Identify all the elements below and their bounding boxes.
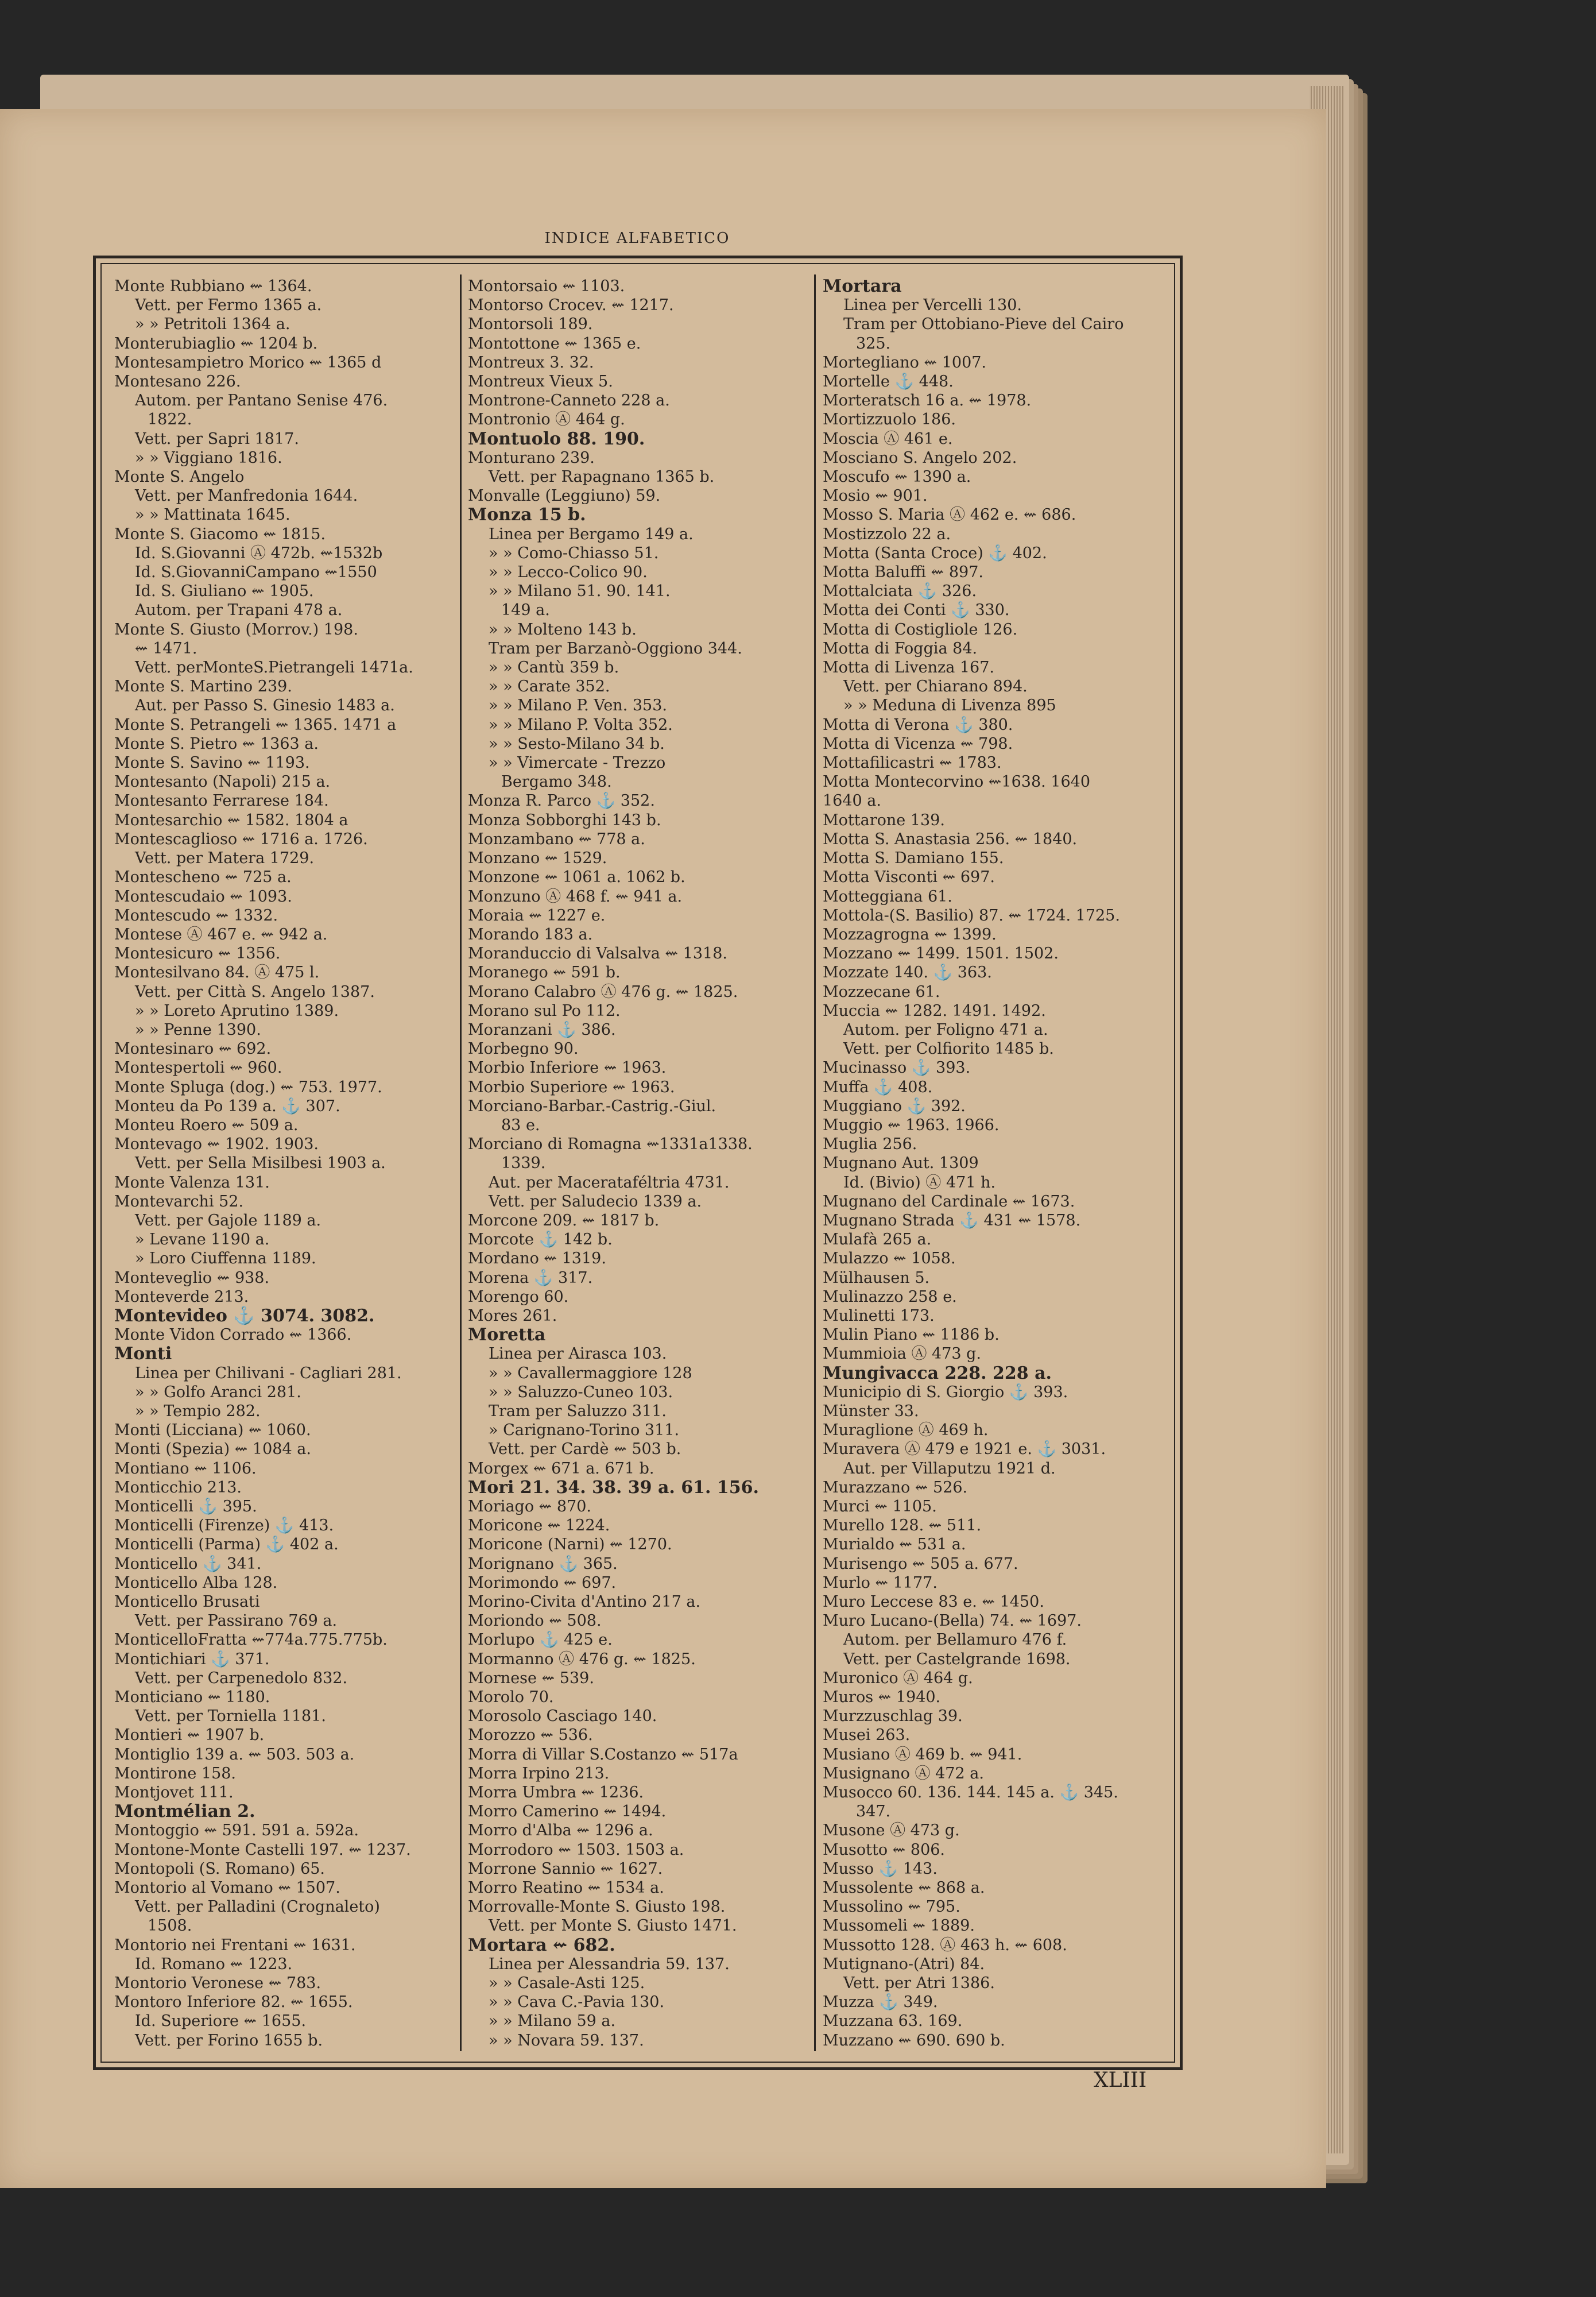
index-entry: Vett. per Sapri 1817. xyxy=(135,430,299,448)
index-entry: Tram per Ottobiano-Pieve del Cairo xyxy=(843,315,1124,334)
index-entry: Vett. per Castelgrande 1698. xyxy=(843,1650,1071,1668)
index-entry: Monte Vidon Corrado ⇜ 1366. xyxy=(114,1326,352,1344)
index-entry: Mozzano ⇜ 1499. 1501. 1502. xyxy=(823,945,1059,963)
index-entry: » » Milano 51. 90. 141. xyxy=(489,582,671,601)
index-entry: Muccia ⇜ 1282. 1491. 1492. xyxy=(823,1001,1046,1020)
index-entry: Morbio Inferiore ⇜ 1963. xyxy=(468,1059,667,1077)
index-entry: Motta S. Damiano 155. xyxy=(823,849,1004,868)
index-entry: Moscufo ⇜ 1390 a. xyxy=(823,468,971,486)
index-entry: Murisengo ⇜ 505 a. 677. xyxy=(823,1554,1018,1573)
index-entry: Morbio Superiore ⇜ 1963. xyxy=(468,1078,675,1096)
index-entry: » » Lecco-Colico 90. xyxy=(489,563,648,582)
index-entry: Muffa ⚓ 408. xyxy=(823,1078,933,1096)
index-entry: Mortara ⇜ 682. xyxy=(468,1935,615,1955)
index-entry: Morra Umbra ⇜ 1236. xyxy=(468,1784,644,1802)
index-entry: Morlupo ⚓ 425 e. xyxy=(468,1631,613,1649)
index-frame-inner xyxy=(100,263,1175,2063)
index-entry: Montronio Ⓐ 464 g. xyxy=(468,411,625,429)
index-entry: Monteverde 213. xyxy=(114,1287,249,1306)
index-entry: MonticelloFratta ⇜774a.775.775b. xyxy=(114,1631,388,1649)
index-entry: Mugnano del Cardinale ⇜ 1673. xyxy=(823,1192,1075,1211)
index-entry: Montorsoli 189. xyxy=(468,315,593,334)
index-entry: 347. xyxy=(856,1803,891,1821)
index-entry: Montoggio ⇜ 591. 591 a. 592a. xyxy=(114,1822,359,1840)
index-entry: Mulin Piano ⇜ 1186 b. xyxy=(823,1326,1000,1344)
index-entry: Morrone Sannio ⇜ 1627. xyxy=(468,1859,663,1878)
index-entry: Montescudo ⇜ 1332. xyxy=(114,906,278,925)
index-entry: Vett. per Matera 1729. xyxy=(135,849,315,868)
index-entry: » » Novara 59. 137. xyxy=(489,2031,644,2049)
index-entry: Mucinasso ⚓ 393. xyxy=(823,1059,971,1077)
index-entry: Musone Ⓐ 473 g. xyxy=(823,1822,960,1840)
index-entry: Montorio Veronese ⇜ 783. xyxy=(114,1974,321,1993)
index-entry: Morimondo ⇜ 697. xyxy=(468,1573,617,1592)
index-entry: Münster 33. xyxy=(823,1402,919,1420)
index-entry: Montescheno ⇜ 725 a. xyxy=(114,868,292,887)
index-entry: Montichiari ⚓ 371. xyxy=(114,1650,270,1668)
index-entry: Morcone 209. ⇜ 1817 b. xyxy=(468,1211,660,1229)
index-entry: Mosciano S. Angelo 202. xyxy=(823,448,1017,467)
index-entry: Musocco 60. 136. 144. 145 a. ⚓ 345. xyxy=(823,1784,1118,1802)
index-entry: Monte Rubbiano ⇜ 1364. xyxy=(114,277,312,295)
index-entry: Mussolente ⇜ 868 a. xyxy=(823,1879,985,1897)
index-entry: Morro Camerino ⇜ 1494. xyxy=(468,1803,667,1821)
index-entry: Mozzecane 61. xyxy=(823,983,940,1001)
index-entry: Motta di Vicenza ⇜ 798. xyxy=(823,734,1013,753)
index-entry: Mülhausen 5. xyxy=(823,1269,930,1287)
index-entry: Mulinazzo 258 e. xyxy=(823,1287,957,1306)
index-entry: Mottarone 139. xyxy=(823,811,945,829)
index-entry: Monteu da Po 139 a. ⚓ 307. xyxy=(114,1097,340,1115)
index-entry: Morrodoro ⇜ 1503. 1503 a. xyxy=(468,1840,684,1859)
index-entry: Linea per Vercelli 130. xyxy=(843,296,1022,315)
index-entry: Monte S. Giacomo ⇜ 1815. xyxy=(114,525,326,543)
index-entry: Murialdo ⇜ 531 a. xyxy=(823,1536,966,1554)
index-entry: Monza 15 b. xyxy=(468,505,586,525)
index-entry: Mugnano Aut. 1309 xyxy=(823,1154,979,1173)
index-entry: Montesarchio ⇜ 1582. 1804 a xyxy=(114,811,348,829)
index-entry: Monza Sobborghi 143 b. xyxy=(468,811,661,829)
index-entry: Monvalle (Leggiuno) 59. xyxy=(468,487,661,505)
index-entry: Vett. per Manfredonia 1644. xyxy=(135,487,358,505)
index-entry: Monteveglio ⇜ 938. xyxy=(114,1269,270,1287)
index-entry: Montrone-Canneto 228 a. xyxy=(468,392,670,410)
index-entry: Id. S.GiovanniCampano ⇜1550 xyxy=(135,563,377,582)
index-entry: Montesinaro ⇜ 692. xyxy=(114,1040,272,1058)
index-entry: Montesano 226. xyxy=(114,373,241,391)
index-entry: Monti xyxy=(114,1344,172,1364)
index-entry: Morcote ⚓ 142 b. xyxy=(468,1231,613,1249)
index-entry: Musei 263. xyxy=(823,1726,911,1745)
index-entry: Montoro Inferiore 82. ⇜ 1655. xyxy=(114,1993,353,2012)
index-entry: Murzzuschlag 39. xyxy=(823,1707,963,1726)
index-entry: Morengo 60. xyxy=(468,1287,569,1306)
index-entry: Muggiano ⚓ 392. xyxy=(823,1097,966,1115)
index-frame xyxy=(93,256,1183,2070)
index-entry: Monticello Alba 128. xyxy=(114,1573,278,1592)
index-entry: Moriondo ⇜ 508. xyxy=(468,1612,602,1630)
index-entry: Moranzani ⚓ 386. xyxy=(468,1020,616,1039)
index-entry: Monte S. Petrangeli ⇜ 1365. 1471 a xyxy=(114,716,397,734)
index-entry: Moretta xyxy=(468,1325,546,1345)
index-entry: Moraia ⇜ 1227 e. xyxy=(468,906,606,925)
index-entry: » » Carate 352. xyxy=(489,678,610,696)
index-entry: Mozzate 140. ⚓ 363. xyxy=(823,964,992,982)
index-entry: » » Sesto-Milano 34 b. xyxy=(489,734,665,753)
index-entry: Motta (Santa Croce) ⚓ 402. xyxy=(823,544,1047,562)
index-entry: Monticchio 213. xyxy=(114,1478,242,1496)
index-entry: Monzone ⇜ 1061 a. 1062 b. xyxy=(468,868,685,887)
index-entry: Mornese ⇜ 539. xyxy=(468,1669,594,1687)
index-entry: Montescaglioso ⇜ 1716 a. 1726. xyxy=(114,830,368,848)
index-entry: Muglia 256. xyxy=(823,1135,917,1154)
index-entry: Morozzo ⇜ 536. xyxy=(468,1726,593,1745)
index-entry: » » Golfo Aranci 281. xyxy=(135,1383,301,1401)
index-entry: Motta Visconti ⇜ 697. xyxy=(823,868,995,887)
index-entry: Aut. per Macerataféltria 4731. xyxy=(489,1173,730,1192)
index-entry: Motta Montecorvino ⇜1638. 1640 xyxy=(823,773,1091,791)
index-entry: Montesampietro Morico ⇜ 1365 d xyxy=(114,353,382,372)
index-entry: Morro d'Alba ⇜ 1296 a. xyxy=(468,1822,653,1840)
index-entry: Morbegno 90. xyxy=(468,1040,579,1058)
index-entry: Vett. per Passirano 769 a. xyxy=(135,1612,338,1630)
index-entry: Mosso S. Maria Ⓐ 462 e. ⇜ 686. xyxy=(823,506,1076,524)
index-entry: Monte S. Pietro ⇜ 1363 a. xyxy=(114,734,319,753)
index-entry: Muravera Ⓐ 479 e 1921 e. ⚓ 3031. xyxy=(823,1440,1106,1459)
index-entry: Monticiano ⇜ 1180. xyxy=(114,1688,270,1707)
index-entry: Montorsaio ⇜ 1103. xyxy=(468,277,625,295)
index-entry: Mussotto 128. Ⓐ 463 h. ⇜ 608. xyxy=(823,1936,1067,1954)
index-entry: Montorio al Vomano ⇜ 1507. xyxy=(114,1879,340,1897)
index-entry: Montevideo ⚓ 3074. 3082. xyxy=(114,1305,375,1326)
index-entry: Monte S. Angelo xyxy=(114,468,245,486)
index-entry: Montesilvano 84. Ⓐ 475 l. xyxy=(114,964,320,982)
index-entry: Muzza ⚓ 349. xyxy=(823,1993,938,2012)
index-entry: » » Milano 59 a. xyxy=(489,2012,616,2031)
index-entry: Vett. per Atri 1386. xyxy=(843,1974,995,1993)
index-entry: Morra di Villar S.Costanzo ⇜ 517a xyxy=(468,1745,738,1764)
index-entry: Muzzana 63. 169. xyxy=(823,2012,963,2031)
index-entry: Vett. per Torniella 1181. xyxy=(135,1707,326,1726)
index-entry: Vett. per Monte S. Giusto 1471. xyxy=(489,1917,737,1935)
index-entry: Murlo ⇜ 1177. xyxy=(823,1573,938,1592)
index-entry: Vett. per Gajole 1189 a. xyxy=(135,1211,321,1229)
index-entry: Motta dei Conti ⚓ 330. xyxy=(823,601,1010,620)
index-entry: Morro Reatino ⇜ 1534 a. xyxy=(468,1879,664,1897)
index-entry: Mostizzolo 22 a. xyxy=(823,525,951,543)
index-entry: » » Loreto Aprutino 1389. xyxy=(135,1001,339,1020)
index-entry: Mussolino ⇜ 795. xyxy=(823,1898,960,1916)
index-entry: Montuolo 88. 190. xyxy=(468,428,645,449)
index-entry: Monticello Brusati xyxy=(114,1593,260,1611)
index-entry: Mozzagrogna ⇜ 1399. xyxy=(823,925,997,943)
column-divider xyxy=(814,274,816,2051)
index-entry: Aut. per Passo S. Ginesio 1483 a. xyxy=(135,697,395,715)
index-entry: Motta di Livenza 167. xyxy=(823,659,994,677)
index-entry: » » Viggiano 1816. xyxy=(135,448,282,467)
index-entry: Monte S. Giusto (Morrov.) 198. xyxy=(114,620,358,639)
index-entry: Montmélian 2. xyxy=(114,1801,255,1822)
index-entry: Motteggiana 61. xyxy=(823,887,952,906)
index-entry: » » Cavallermaggiore 128 xyxy=(489,1364,692,1382)
index-entry: Mutignano-(Atri) 84. xyxy=(823,1955,985,1973)
index-entry: Tram per Saluzzo 311. xyxy=(489,1402,667,1420)
index-entry: 1822. xyxy=(148,411,192,429)
index-column-3 xyxy=(823,277,1161,2050)
index-entry: Monte S. Savino ⇜ 1193. xyxy=(114,754,310,772)
index-entry: Id. (Bivio) Ⓐ 471 h. xyxy=(843,1173,996,1192)
index-entry: Monticello ⚓ 341. xyxy=(114,1554,262,1573)
index-entry: Vett. per Palladini (Crognaleto) xyxy=(135,1898,380,1916)
running-head: INDICE ALFABETICO xyxy=(544,230,730,247)
index-entry: 1339. xyxy=(501,1154,546,1173)
index-entry: Mortizzuolo 186. xyxy=(823,411,956,429)
index-entry: Montespertoli ⇜ 960. xyxy=(114,1059,282,1077)
index-entry: » » Saluzzo-Cuneo 103. xyxy=(489,1383,673,1401)
index-column-2 xyxy=(468,277,807,2050)
index-entry: Monteu Roero ⇜ 509 a. xyxy=(114,1116,299,1134)
index-entry: Mori 21. 34. 38. 39 a. 61. 156. xyxy=(468,1477,759,1498)
index-entry: Mottalciata ⚓ 326. xyxy=(823,582,977,601)
index-entry: Montopoli (S. Romano) 65. xyxy=(114,1859,326,1878)
index-entry: Vett. per Forino 1655 b. xyxy=(135,2031,323,2049)
index-entry: Mottola-(S. Basilio) 87. ⇜ 1724. 1725. xyxy=(823,906,1120,925)
index-entry: Montottone ⇜ 1365 e. xyxy=(468,334,641,353)
index-entry: Montescudaio ⇜ 1093. xyxy=(114,887,292,906)
index-entry: Musso ⚓ 143. xyxy=(823,1859,938,1878)
index-entry: Autom. per Foligno 471 a. xyxy=(843,1020,1048,1039)
index-entry: Montorso Crocev. ⇜ 1217. xyxy=(468,296,674,315)
index-entry: Vett. per Chiarano 894. xyxy=(843,678,1028,696)
index-entry: Montiglio 139 a. ⇜ 503. 503 a. xyxy=(114,1745,355,1764)
index-entry: Morino-Civita d'Antino 217 a. xyxy=(468,1593,701,1611)
index-entry: Montesanto Ferrarese 184. xyxy=(114,792,329,810)
index-entry: Vett. per Rapagnano 1365 b. xyxy=(489,468,715,486)
index-entry: » » Milano P. Ven. 353. xyxy=(489,697,667,715)
index-entry: Murazzano ⇜ 526. xyxy=(823,1478,968,1496)
index-entry: Mortegliano ⇜ 1007. xyxy=(823,353,987,372)
index-entry: Muraglione Ⓐ 469 h. xyxy=(823,1421,989,1440)
index-entry: 325. xyxy=(856,334,891,353)
index-entry: » Loro Ciuffenna 1189. xyxy=(135,1250,316,1268)
index-entry: » » Petritoli 1364 a. xyxy=(135,315,290,334)
index-entry: Bergamo 348. xyxy=(501,773,612,791)
index-entry: Moranduccio di Valsalva ⇜ 1318. xyxy=(468,945,727,963)
index-entry: Monzuno Ⓐ 468 f. ⇜ 941 a. xyxy=(468,887,683,906)
index-entry: Morolo 70. xyxy=(468,1688,554,1707)
index-entry: Monza R. Parco ⚓ 352. xyxy=(468,792,655,810)
index-entry: 1640 a. xyxy=(823,792,881,810)
index-entry: » » Milano P. Volta 352. xyxy=(489,716,673,734)
index-entry: Mottafilicastri ⇜ 1783. xyxy=(823,754,1002,772)
index-entry: Morosolo Casciago 140. xyxy=(468,1707,657,1726)
column-divider xyxy=(460,274,462,2051)
index-entry: Monturano 239. xyxy=(468,448,595,467)
index-entry: Monti (Licciana) ⇜ 1060. xyxy=(114,1421,311,1440)
index-entry: Autom. per Pantano Senise 476. xyxy=(135,392,388,410)
index-entry: Mulafà 265 a. xyxy=(823,1231,932,1249)
index-entry: Murello 128. ⇜ 511. xyxy=(823,1517,982,1535)
index-entry: Morgex ⇜ 671 a. 671 b. xyxy=(468,1459,654,1478)
index-entry: Montorio nei Frentani ⇜ 1631. xyxy=(114,1936,356,1954)
index-entry: Mungivacca 228. 228 a. xyxy=(823,1363,1052,1383)
index-entry: Muro Lucano-(Bella) 74. ⇜ 1697. xyxy=(823,1612,1082,1630)
index-entry: Linea per Bergamo 149 a. xyxy=(489,525,694,543)
index-entry: Montirone 158. xyxy=(114,1764,237,1782)
index-entry: Vett. per Colfiorito 1485 b. xyxy=(843,1040,1054,1058)
index-entry: Tram per Barzanò-Oggiono 344. xyxy=(489,639,742,658)
index-entry: Motta di Foggia 84. xyxy=(823,639,978,658)
index-entry: Mortara xyxy=(823,277,902,296)
index-entry: Monzambano ⇜ 778 a. xyxy=(468,830,645,848)
index-entry: Autom. per Bellamuro 476 f. xyxy=(843,1631,1067,1649)
index-entry: Vett. per Città S. Angelo 1387. xyxy=(135,983,375,1001)
index-entry: Monticelli (Parma) ⚓ 402 a. xyxy=(114,1536,339,1554)
index-entry: » » Cantù 359 b. xyxy=(489,659,619,677)
index-entry: Id. S.Giovanni Ⓐ 472b. ⇜1532b xyxy=(135,544,383,562)
index-entry: Muros ⇜ 1940. xyxy=(823,1688,941,1707)
index-entry: » Carignano-Torino 311. xyxy=(489,1421,680,1440)
index-entry: Vett. per Fermo 1365 a. xyxy=(135,296,322,315)
index-entry: Motta di Verona ⚓ 380. xyxy=(823,716,1013,734)
index-entry: Linea per Alessandria 59. 137. xyxy=(489,1955,730,1973)
index-entry: Monte Valenza 131. xyxy=(114,1173,270,1192)
index-entry: Morano Calabro Ⓐ 476 g. ⇜ 1825. xyxy=(468,983,738,1001)
index-entry: Muronico Ⓐ 464 g. xyxy=(823,1669,973,1687)
index-entry: Mordano ⇜ 1319. xyxy=(468,1250,606,1268)
index-entry: Monticelli (Firenze) ⚓ 413. xyxy=(114,1517,334,1535)
index-entry: Motta di Costigliole 126. xyxy=(823,620,1018,639)
index-entry: Muzzano ⇜ 690. 690 b. xyxy=(823,2031,1005,2049)
index-entry: Mores 261. xyxy=(468,1306,557,1325)
index-entry: Morteratsch 16 a. ⇜ 1978. xyxy=(823,392,1032,410)
index-entry: Morciano di Romagna ⇜1331a1338. xyxy=(468,1135,753,1154)
index-entry: Morciano-Barbar.-Castrig.-Giul. xyxy=(468,1097,716,1115)
index-entry: Motta S. Anastasia 256. ⇜ 1840. xyxy=(823,830,1078,848)
index-entry: » » Como-Chiasso 51. xyxy=(489,544,659,562)
index-entry: Muggio ⇜ 1963. 1966. xyxy=(823,1116,1000,1134)
index-entry: Monzano ⇜ 1529. xyxy=(468,849,607,868)
index-entry: Vett. perMonteS.Pietrangeli 1471a. xyxy=(135,659,413,677)
index-entry: Linea per Chilivani - Cagliari 281. xyxy=(135,1364,402,1382)
index-entry: Murci ⇜ 1105. xyxy=(823,1498,937,1515)
index-entry: Morra Irpino 213. xyxy=(468,1764,610,1782)
page-number: XLIII xyxy=(1094,2068,1147,2092)
index-entry: Vett. per Sella Misilbesi 1903 a. xyxy=(135,1154,386,1173)
index-entry: Musiano Ⓐ 469 b. ⇜ 941. xyxy=(823,1745,1022,1764)
index-entry: Morena ⚓ 317. xyxy=(468,1269,593,1287)
index-entry: Mulazzo ⇜ 1058. xyxy=(823,1250,956,1268)
index-entry: Montesicuro ⇜ 1356. xyxy=(114,945,281,963)
index-entry: Monti (Spezia) ⇜ 1084 a. xyxy=(114,1440,311,1459)
index-entry: Montieri ⇜ 1907 b. xyxy=(114,1726,265,1745)
index-entry: Moricone (Narni) ⇜ 1270. xyxy=(468,1536,672,1554)
index-entry: Montese Ⓐ 467 e. ⇜ 942 a. xyxy=(114,925,328,943)
index-entry: 1508. xyxy=(148,1917,192,1935)
index-entry: » Levane 1190 a. xyxy=(135,1231,270,1249)
index-entry: Municipio di S. Giorgio ⚓ 393. xyxy=(823,1383,1068,1401)
index-entry: Mummioia Ⓐ 473 g. xyxy=(823,1345,982,1363)
index-entry: Mulinetti 173. xyxy=(823,1306,935,1325)
index-entry: Id. S. Giuliano ⇜ 1905. xyxy=(135,582,314,601)
index-entry: Monte Spluga (dog.) ⇜ 753. 1977. xyxy=(114,1078,382,1096)
index-entry: Morando 183 a. xyxy=(468,925,593,943)
index-entry: Id. Superiore ⇜ 1655. xyxy=(135,2012,307,2031)
index-entry: Moranego ⇜ 591 b. xyxy=(468,964,621,982)
index-entry: » » Mattinata 1645. xyxy=(135,506,290,524)
index-entry: Montjovet 111. xyxy=(114,1784,234,1802)
index-entry: Id. Romano ⇜ 1223. xyxy=(135,1955,293,1973)
index-entry: Montreux 3. 32. xyxy=(468,353,594,372)
index-entry: ⇜ 1471. xyxy=(135,639,197,658)
index-entry: Vett. per Carpenedolo 832. xyxy=(135,1669,348,1687)
index-entry: Vett. per Cardè ⇜ 503 b. xyxy=(489,1440,681,1459)
index-column-1 xyxy=(114,277,453,2050)
index-entry: Moriago ⇜ 870. xyxy=(468,1498,591,1515)
index-entry: Montone-Monte Castelli 197. ⇜ 1237. xyxy=(114,1840,411,1859)
index-entry: Mussomeli ⇜ 1889. xyxy=(823,1917,975,1935)
index-entry: » » Penne 1390. xyxy=(135,1020,261,1039)
index-entry: Montiano ⇜ 1106. xyxy=(114,1459,257,1478)
index-entry: Morignano ⚓ 365. xyxy=(468,1554,618,1573)
index-entry: Mosio ⇜ 901. xyxy=(823,487,928,505)
index-entry: Musignano Ⓐ 472 a. xyxy=(823,1764,984,1782)
index-entry: Morrovalle-Monte S. Giusto 198. xyxy=(468,1898,726,1916)
index-entry: Autom. per Trapani 478 a. xyxy=(135,601,343,620)
index-entry: » » Meduna di Livenza 895 xyxy=(843,697,1056,715)
index-entry: Montevarchi 52. xyxy=(114,1192,244,1211)
index-entry: Montreux Vieux 5. xyxy=(468,373,613,391)
index-entry: Montesanto (Napoli) 215 a. xyxy=(114,773,331,791)
index-entry: 149 a. xyxy=(501,601,550,620)
index-entry: Monterubiaglio ⇜ 1204 b. xyxy=(114,334,318,353)
index-entry: Montevago ⇜ 1902. 1903. xyxy=(114,1135,319,1154)
index-entry: Mugnano Strada ⚓ 431 ⇜ 1578. xyxy=(823,1211,1081,1229)
index-entry: » » Casale-Asti 125. xyxy=(489,1974,645,1993)
index-entry: Monte S. Martino 239. xyxy=(114,678,292,696)
index-entry: 83 e. xyxy=(501,1116,540,1134)
index-entry: Linea per Airasca 103. xyxy=(489,1345,667,1363)
index-entry: Moscia Ⓐ 461 e. xyxy=(823,430,953,448)
index-entry: Motta Baluffi ⇜ 897. xyxy=(823,563,983,582)
index-entry: » » Cava C.-Pavia 130. xyxy=(489,1993,665,2012)
index-entry: » » Vimercate - Trezzo xyxy=(489,754,666,772)
index-entry: Moricone ⇜ 1224. xyxy=(468,1517,610,1535)
index-entry: Vett. per Saludecio 1339 a. xyxy=(489,1192,702,1211)
index-entry: Muro Leccese 83 e. ⇜ 1450. xyxy=(823,1593,1044,1611)
index-entry: » » Molteno 143 b. xyxy=(489,620,637,639)
index-entry: Morano sul Po 112. xyxy=(468,1001,621,1020)
index-entry: Monticelli ⚓ 395. xyxy=(114,1498,257,1515)
index-entry: Mortelle ⚓ 448. xyxy=(823,373,954,391)
index-entry: Musotto ⇜ 806. xyxy=(823,1840,946,1859)
index-entry: Mormanno Ⓐ 476 g. ⇜ 1825. xyxy=(468,1650,696,1668)
index-entry: Aut. per Villaputzu 1921 d. xyxy=(843,1459,1056,1478)
index-entry: » » Tempio 282. xyxy=(135,1402,261,1420)
